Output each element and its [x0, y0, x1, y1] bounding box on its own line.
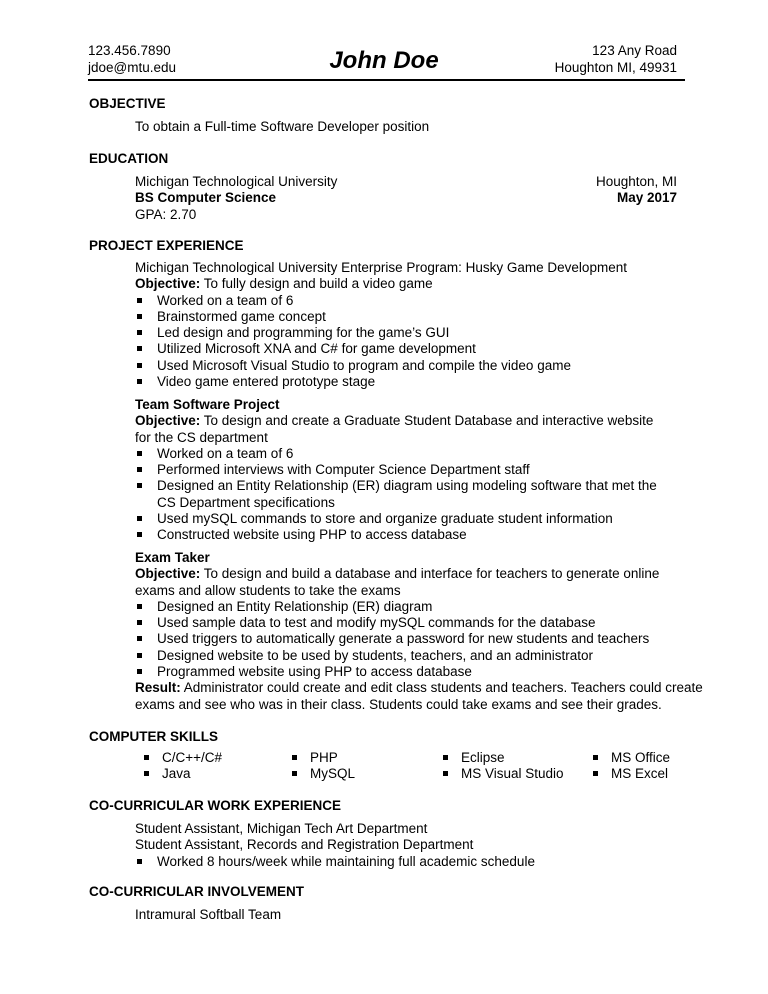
project-objective: Objective: To design and create a Graduate Student Database and interactive website [135, 413, 654, 429]
header-divider [88, 79, 685, 81]
degree: BS Computer Science [135, 190, 277, 206]
contact-right [555, 42, 677, 76]
list-item: MS Excel [591, 766, 670, 782]
work-heading: CO-CURRICULAR WORK EXPERIENCE [89, 798, 342, 813]
objective-text: To obtain a Full-time Software Developer position [135, 119, 430, 134]
skills-column-4 [591, 750, 670, 783]
list-item: Worked 8 hours/week while maintaining full academic schedule [135, 854, 695, 870]
list-item: MySQL [290, 766, 355, 782]
list-item: Used Microsoft Visual Studio to program and compile the video game [135, 358, 715, 374]
project-objective-cont: exams and allow students to take the exams [135, 582, 401, 598]
list-item: Led design and programming for the game’s GUI [135, 325, 715, 341]
education-meta [596, 174, 677, 207]
list-item: MS Visual Studio [441, 766, 564, 782]
project-objective: Objective: To fully design and build a video game [135, 276, 433, 292]
list-item: Video game entered prototype stage [135, 374, 715, 390]
list-item: Designed website to be used by students, teachers, and an administrator [135, 648, 735, 664]
list-item: Performed interviews with Computer Science Department staff [135, 462, 715, 478]
school-name: Michigan Technological University [135, 174, 338, 189]
skills-column-3 [441, 750, 564, 783]
list-item: Worked on a team of 6 [135, 446, 715, 462]
skills-column-1 [142, 750, 222, 783]
projects-heading: PROJECT EXPERIENCE [89, 238, 244, 253]
list-item: Brainstormed game concept [135, 309, 715, 325]
work-section [135, 821, 695, 870]
work-line-2: Student Assistant, Records and Registration Department [135, 837, 474, 853]
address-line-1: 123 Any Road [592, 43, 677, 58]
list-item: Used mySQL commands to store and organize graduate student information [135, 511, 715, 527]
project-objective-cont: for the CS department [135, 429, 268, 445]
list-item: Programmed website using PHP to access database [135, 664, 735, 680]
graduation-date: May 2017 [616, 190, 677, 206]
project-exam-taker [135, 550, 735, 713]
project-title: Team Software Project [135, 397, 280, 412]
email: jdoe@mtu.edu [88, 60, 177, 75]
project-title: Exam Taker [135, 550, 210, 565]
list-item: Used sample data to test and modify mySQL commands for the database [135, 615, 735, 631]
list-item: Constructed website using PHP to access database [135, 527, 715, 543]
project-result-cont: exams and see who was in their class. Students could take exams and see their grades. [135, 696, 662, 712]
objective-section [135, 119, 695, 135]
list-item: Worked on a team of 6 [135, 293, 715, 309]
project-objective: Objective: To design and build a database and interface for teachers to generate online [135, 566, 660, 582]
list-item: C/C++/C# [142, 750, 222, 766]
list-item: Java [142, 766, 222, 782]
list-item: Utilized Microsoft XNA and C# for game development [135, 341, 715, 357]
list-item-cont: CS Department specifications [157, 494, 335, 510]
candidate-name: John Doe [329, 47, 439, 74]
project-title: Michigan Technological University Enterprise Program: Husky Game Development [135, 260, 627, 275]
involvement-section [135, 907, 695, 923]
list-item: Eclipse [441, 750, 564, 766]
education-heading: EDUCATION [89, 151, 169, 166]
list-item: Used triggers to automatically generate a password for new students and teachers [135, 631, 735, 647]
objective-heading: OBJECTIVE [89, 96, 166, 111]
gpa: GPA: 2.70 [135, 206, 197, 222]
skills-heading: COMPUTER SKILLS [89, 729, 219, 744]
involvement-item: Intramural Softball Team [135, 907, 282, 922]
project-result: Result: Administrator could create and edit class students and teachers. Teachers could create [135, 680, 703, 696]
project-team-software [135, 397, 715, 544]
list-item: Designed an Entity Relationship (ER) diagram [135, 599, 735, 615]
phone: 123.456.7890 [88, 43, 171, 58]
project-husky-game [135, 260, 715, 390]
list-item: PHP [290, 750, 355, 766]
list-item: MS Office [591, 750, 670, 766]
involvement-heading: CO-CURRICULAR INVOLVEMENT [89, 884, 304, 899]
skills-column-2 [290, 750, 355, 783]
school-location: Houghton, MI [595, 174, 677, 189]
list-item: Designed an Entity Relationship (ER) diagram using modeling software that met the [135, 478, 715, 494]
address-line-2: Houghton MI, 49931 [554, 60, 677, 75]
work-line-1: Student Assistant, Michigan Tech Art Department [135, 821, 428, 836]
